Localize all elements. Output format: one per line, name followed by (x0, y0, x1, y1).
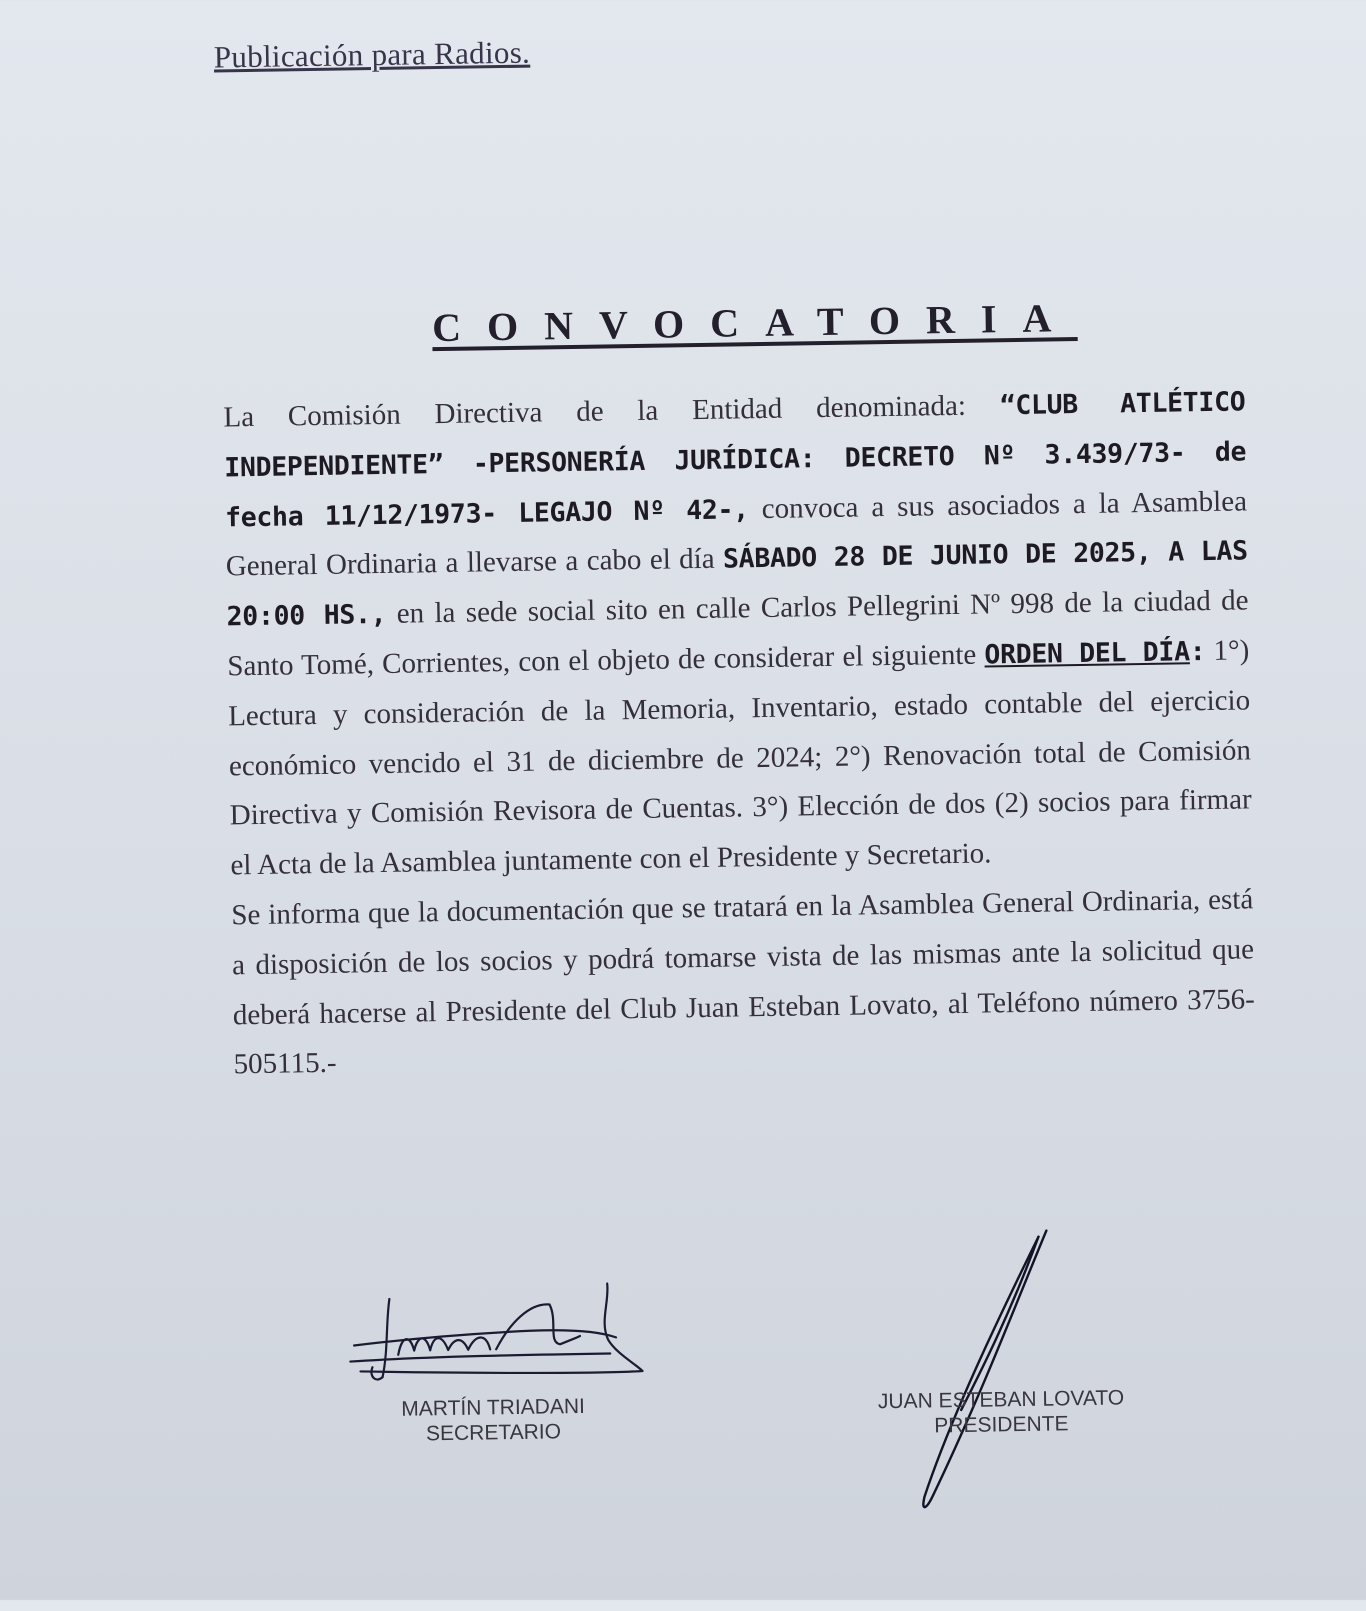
signature-block-secretary (373, 1393, 614, 1447)
secretary-role: SECRETARIO (425, 1420, 562, 1446)
body-text-3: en la sede social sito en calle Carlos Pellegrini Nº 998 de la ciudad de Santo Tomé, Corrientes, con el objeto de considerar el siguiente (227, 584, 1249, 683)
assembly-date: SÁBADO 28 DE JUNIO DE 2025, A LAS 20:00 HS., (226, 535, 1248, 633)
header-note: Publicación para Radios. (213, 34, 531, 75)
secretary-name: MARTÍN TRIADANI (401, 1394, 586, 1421)
body-text-1: La Comisión Directiva de la Entidad denominada: (223, 389, 1000, 434)
agenda-colon: : (1189, 636, 1206, 668)
body-text-4: 1°) Lectura y consideración de la Memoria, Inventario, estado contable del ejercicio económico vencido el 31 de diciembre de 2024; 2°) Renovación total de Comisión Directiva y Comisión Revisora de Cuentas. 3°) Elección de dos (2) socios para firmar el Acta de la Asamblea juntamente con el Presidente y Secretario. (227, 634, 1252, 882)
document-body (223, 377, 1256, 1090)
signature-block-president (851, 1385, 1152, 1440)
president-name: JUAN ESTEBAN LOVATO (877, 1386, 1125, 1414)
president-role: PRESIDENTE (934, 1412, 1069, 1438)
paragraph-information: Se informa que la documentación que se tratará en la Asamblea General Ordinaria, está a disposición de los socios y podrá tomarse vista de las mismas ante la solicitud que deberá hacerse al Presidente del Club Juan Esteban Lovato, al Teléfono número 3756-505115.- (231, 883, 1256, 1081)
paragraph-convocation (223, 377, 1253, 891)
club-legal-name: “CLUB ATLÉTICO INDEPENDIENTE” -PERSONERÍA JURÍDICA: DECRETO Nº 3.439/73- de fecha 11/12/1973- LEGAJO Nº 42-, (224, 386, 1247, 534)
agenda-heading: ORDEN DEL DÍA (984, 636, 1190, 671)
document-title: CONVOCATORIA (431, 295, 1078, 351)
body-text-2: convoca a sus asociados a la Asamblea General Ordinaria a llevarse a cabo el día (225, 484, 1248, 583)
